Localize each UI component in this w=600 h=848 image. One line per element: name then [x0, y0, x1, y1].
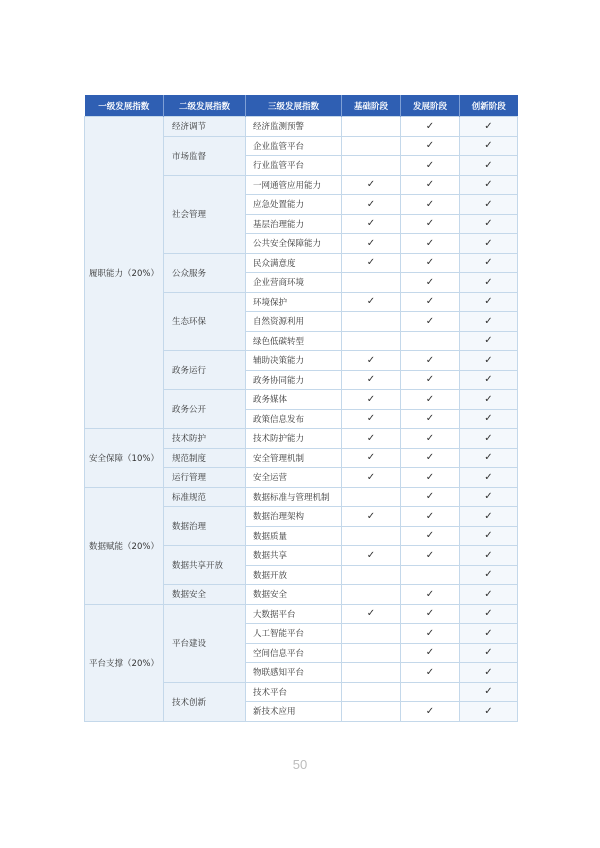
- check-icon: ✓: [366, 237, 376, 249]
- check-icon: ✓: [484, 276, 493, 288]
- innovation-stage-cell: [460, 234, 518, 254]
- check-icon: ✓: [425, 218, 435, 230]
- level2-cell: 公众服务: [164, 253, 246, 292]
- innovation-stage-cell: [460, 175, 518, 195]
- innovation-stage-cell: [460, 468, 518, 488]
- innovation-stage-cell: [460, 604, 518, 624]
- basic-stage-cell: [342, 682, 401, 702]
- level3-cell: 政策信息发布: [246, 409, 342, 429]
- development-stage-cell: [401, 643, 460, 663]
- development-stage-cell: [401, 312, 460, 332]
- level3-cell: 数据治理架构: [246, 507, 342, 527]
- basic-stage-cell: [342, 351, 401, 371]
- innovation-stage-cell: [460, 409, 518, 429]
- innovation-stage-cell: [460, 663, 518, 683]
- basic-stage-cell: [342, 507, 401, 527]
- check-icon: ✓: [484, 315, 493, 327]
- check-icon: ✓: [484, 647, 493, 659]
- level3-cell: 数据共享: [246, 546, 342, 566]
- innovation-stage-cell: [460, 565, 518, 585]
- basic-stage-cell: [342, 565, 401, 585]
- basic-stage-cell: [342, 370, 401, 390]
- check-icon: ✓: [484, 218, 493, 230]
- check-icon: ✓: [366, 549, 376, 561]
- check-icon: ✓: [425, 374, 435, 386]
- check-icon: ✓: [366, 218, 376, 230]
- basic-stage-cell: [342, 214, 401, 234]
- check-icon: ✓: [425, 296, 435, 308]
- check-icon: ✓: [484, 257, 493, 269]
- innovation-stage-cell: [460, 643, 518, 663]
- check-icon: ✓: [484, 296, 493, 308]
- level1-cell: 平台支撑（20%）: [85, 604, 164, 721]
- table-body: [85, 117, 518, 722]
- level2-cell: 经济调节: [164, 117, 246, 137]
- check-icon: ✓: [484, 432, 493, 444]
- check-icon: ✓: [425, 315, 435, 327]
- basic-stage-cell: [342, 429, 401, 449]
- development-stage-cell: [401, 507, 460, 527]
- development-stage-cell: [401, 390, 460, 410]
- check-icon: ✓: [484, 393, 493, 405]
- level3-cell: 数据安全: [246, 585, 342, 605]
- check-icon: ✓: [425, 452, 435, 464]
- table-header-row: [85, 95, 518, 117]
- table-row: [85, 487, 518, 507]
- header-level3: 三级发展指数: [246, 95, 342, 117]
- basic-stage-cell: [342, 487, 401, 507]
- check-icon: ✓: [425, 588, 435, 600]
- check-icon: ✓: [484, 179, 493, 191]
- basic-stage-cell: [342, 585, 401, 605]
- development-stage-cell: [401, 117, 460, 137]
- basic-stage-cell: [342, 390, 401, 410]
- development-index-table: [84, 95, 518, 722]
- basic-stage-cell: [342, 136, 401, 156]
- innovation-stage-cell: [460, 253, 518, 273]
- check-icon: ✓: [366, 179, 376, 191]
- innovation-stage-cell: [460, 312, 518, 332]
- innovation-stage-cell: [460, 195, 518, 215]
- development-stage-cell: [401, 682, 460, 702]
- innovation-stage-cell: [460, 507, 518, 527]
- level2-cell: 政务运行: [164, 351, 246, 390]
- innovation-stage-cell: [460, 117, 518, 137]
- check-icon: ✓: [484, 569, 493, 581]
- innovation-stage-cell: [460, 214, 518, 234]
- check-icon: ✓: [366, 432, 376, 444]
- level2-cell: 市场监督: [164, 136, 246, 175]
- check-icon: ✓: [366, 257, 376, 269]
- development-stage-cell: [401, 370, 460, 390]
- basic-stage-cell: [342, 331, 401, 351]
- check-icon: ✓: [484, 140, 493, 152]
- innovation-stage-cell: [460, 448, 518, 468]
- check-icon: ✓: [366, 452, 376, 464]
- development-stage-cell: [401, 331, 460, 351]
- header-level2: 二级发展指数: [164, 95, 246, 117]
- level3-cell: 安全运营: [246, 468, 342, 488]
- check-icon: ✓: [366, 393, 376, 405]
- level2-cell: 平台建设: [164, 604, 246, 682]
- check-icon: ✓: [425, 471, 435, 483]
- check-icon: ✓: [484, 354, 493, 366]
- check-icon: ✓: [366, 608, 376, 620]
- development-stage-cell: [401, 702, 460, 722]
- level3-cell: 新技术应用: [246, 702, 342, 722]
- development-stage-cell: [401, 448, 460, 468]
- level2-cell: 运行管理: [164, 468, 246, 488]
- basic-stage-cell: [342, 234, 401, 254]
- level3-cell: 政务协同能力: [246, 370, 342, 390]
- check-icon: ✓: [366, 296, 376, 308]
- level2-cell: 数据共享开放: [164, 546, 246, 585]
- basic-stage-cell: [342, 156, 401, 176]
- basic-stage-cell: [342, 604, 401, 624]
- basic-stage-cell: [342, 448, 401, 468]
- check-icon: ✓: [484, 374, 493, 386]
- development-stage-cell: [401, 214, 460, 234]
- check-icon: ✓: [484, 705, 493, 717]
- development-stage-cell: [401, 604, 460, 624]
- check-icon: ✓: [484, 666, 493, 678]
- level3-cell: 技术防护能力: [246, 429, 342, 449]
- development-stage-cell: [401, 429, 460, 449]
- level2-cell: 技术防护: [164, 429, 246, 449]
- innovation-stage-cell: [460, 487, 518, 507]
- check-icon: ✓: [484, 335, 493, 347]
- basic-stage-cell: [342, 702, 401, 722]
- check-icon: ✓: [484, 413, 493, 425]
- check-icon: ✓: [425, 393, 435, 405]
- level1-cell: 数据赋能（20%）: [85, 487, 164, 604]
- table-row: [85, 117, 518, 137]
- check-icon: ✓: [425, 432, 435, 444]
- basic-stage-cell: [342, 273, 401, 293]
- check-icon: ✓: [484, 627, 493, 639]
- header-development-stage: 发展阶段: [401, 95, 460, 117]
- innovation-stage-cell: [460, 429, 518, 449]
- level3-cell: 民众满意度: [246, 253, 342, 273]
- check-icon: ✓: [425, 705, 435, 717]
- level3-cell: 企业监管平台: [246, 136, 342, 156]
- development-stage-cell: [401, 351, 460, 371]
- level3-cell: 技术平台: [246, 682, 342, 702]
- table-row: [85, 429, 518, 449]
- level1-cell: 履职能力（20%）: [85, 117, 164, 429]
- basic-stage-cell: [342, 546, 401, 566]
- check-icon: ✓: [484, 471, 493, 483]
- level1-cell: 安全保障（10%）: [85, 429, 164, 488]
- innovation-stage-cell: [460, 682, 518, 702]
- innovation-stage-cell: [460, 273, 518, 293]
- check-icon: ✓: [366, 471, 376, 483]
- innovation-stage-cell: [460, 585, 518, 605]
- level2-cell: 技术创新: [164, 682, 246, 721]
- basic-stage-cell: [342, 468, 401, 488]
- check-icon: ✓: [366, 510, 376, 522]
- level3-cell: 人工智能平台: [246, 624, 342, 644]
- check-icon: ✓: [425, 159, 435, 171]
- development-stage-cell: [401, 624, 460, 644]
- check-icon: ✓: [425, 510, 435, 522]
- innovation-stage-cell: [460, 370, 518, 390]
- header-level1: 一级发展指数: [85, 95, 164, 117]
- basic-stage-cell: [342, 526, 401, 546]
- development-stage-cell: [401, 136, 460, 156]
- basic-stage-cell: [342, 195, 401, 215]
- innovation-stage-cell: [460, 702, 518, 722]
- level3-cell: 绿色低碳转型: [246, 331, 342, 351]
- header-basic-stage: 基础阶段: [342, 95, 401, 117]
- level3-cell: 一网通管应用能力: [246, 175, 342, 195]
- check-icon: ✓: [425, 413, 435, 425]
- level3-cell: 空间信息平台: [246, 643, 342, 663]
- development-stage-cell: [401, 585, 460, 605]
- development-stage-cell: [401, 195, 460, 215]
- level3-cell: 自然资源利用: [246, 312, 342, 332]
- check-icon: ✓: [425, 549, 435, 561]
- check-icon: ✓: [484, 588, 493, 600]
- basic-stage-cell: [342, 643, 401, 663]
- level2-cell: 社会管理: [164, 175, 246, 253]
- level3-cell: 企业营商环境: [246, 273, 342, 293]
- level2-cell: 生态环保: [164, 292, 246, 351]
- level2-cell: 数据治理: [164, 507, 246, 546]
- check-icon: ✓: [425, 647, 435, 659]
- level3-cell: 应急处置能力: [246, 195, 342, 215]
- level3-cell: 数据质量: [246, 526, 342, 546]
- check-icon: ✓: [366, 413, 376, 425]
- check-icon: ✓: [484, 530, 493, 542]
- level3-cell: 经济监测预警: [246, 117, 342, 137]
- check-icon: ✓: [425, 491, 435, 503]
- check-icon: ✓: [366, 198, 376, 210]
- development-stage-cell: [401, 253, 460, 273]
- innovation-stage-cell: [460, 624, 518, 644]
- level3-cell: 安全管理机制: [246, 448, 342, 468]
- check-icon: ✓: [484, 491, 493, 503]
- level3-cell: 环境保护: [246, 292, 342, 312]
- check-icon: ✓: [425, 530, 435, 542]
- check-icon: ✓: [425, 120, 435, 132]
- development-stage-cell: [401, 156, 460, 176]
- innovation-stage-cell: [460, 331, 518, 351]
- check-icon: ✓: [484, 608, 493, 620]
- development-stage-cell: [401, 292, 460, 312]
- development-stage-cell: [401, 663, 460, 683]
- development-stage-cell: [401, 487, 460, 507]
- basic-stage-cell: [342, 409, 401, 429]
- level3-cell: 辅助决策能力: [246, 351, 342, 371]
- innovation-stage-cell: [460, 526, 518, 546]
- check-icon: ✓: [366, 354, 376, 366]
- level3-cell: 政务媒体: [246, 390, 342, 410]
- check-icon: ✓: [484, 159, 493, 171]
- innovation-stage-cell: [460, 546, 518, 566]
- level3-cell: 大数据平台: [246, 604, 342, 624]
- level3-cell: 公共安全保障能力: [246, 234, 342, 254]
- level2-cell: 规范制度: [164, 448, 246, 468]
- development-stage-cell: [401, 526, 460, 546]
- table-row: [85, 604, 518, 624]
- development-stage-cell: [401, 273, 460, 293]
- page-number: 50: [292, 757, 308, 772]
- level2-cell: 数据安全: [164, 585, 246, 605]
- check-icon: ✓: [484, 237, 493, 249]
- check-icon: ✓: [484, 686, 493, 698]
- development-stage-cell: [401, 546, 460, 566]
- level3-cell: 物联感知平台: [246, 663, 342, 683]
- innovation-stage-cell: [460, 136, 518, 156]
- check-icon: ✓: [484, 120, 493, 132]
- innovation-stage-cell: [460, 156, 518, 176]
- basic-stage-cell: [342, 624, 401, 644]
- basic-stage-cell: [342, 312, 401, 332]
- level2-cell: 政务公开: [164, 390, 246, 429]
- development-stage-cell: [401, 234, 460, 254]
- level3-cell: 行业监管平台: [246, 156, 342, 176]
- check-icon: ✓: [484, 510, 493, 522]
- check-icon: ✓: [425, 237, 435, 249]
- innovation-stage-cell: [460, 351, 518, 371]
- development-stage-cell: [401, 175, 460, 195]
- check-icon: ✓: [366, 374, 376, 386]
- check-icon: ✓: [484, 452, 493, 464]
- basic-stage-cell: [342, 253, 401, 273]
- check-icon: ✓: [425, 354, 435, 366]
- check-icon: ✓: [484, 549, 493, 561]
- check-icon: ✓: [425, 140, 435, 152]
- development-stage-cell: [401, 468, 460, 488]
- check-icon: ✓: [425, 276, 435, 288]
- level3-cell: 数据标准与管理机制: [246, 487, 342, 507]
- header-innovation-stage: 创新阶段: [460, 95, 518, 117]
- basic-stage-cell: [342, 117, 401, 137]
- innovation-stage-cell: [460, 390, 518, 410]
- check-icon: ✓: [425, 666, 435, 678]
- basic-stage-cell: [342, 292, 401, 312]
- basic-stage-cell: [342, 663, 401, 683]
- check-icon: ✓: [425, 198, 435, 210]
- development-stage-cell: [401, 409, 460, 429]
- innovation-stage-cell: [460, 292, 518, 312]
- level3-cell: 数据开放: [246, 565, 342, 585]
- check-icon: ✓: [425, 179, 435, 191]
- check-icon: ✓: [425, 257, 435, 269]
- check-icon: ✓: [484, 198, 493, 210]
- level3-cell: 基层治理能力: [246, 214, 342, 234]
- development-stage-cell: [401, 565, 460, 585]
- check-icon: ✓: [425, 627, 435, 639]
- basic-stage-cell: [342, 175, 401, 195]
- check-icon: ✓: [425, 608, 435, 620]
- level2-cell: 标准规范: [164, 487, 246, 507]
